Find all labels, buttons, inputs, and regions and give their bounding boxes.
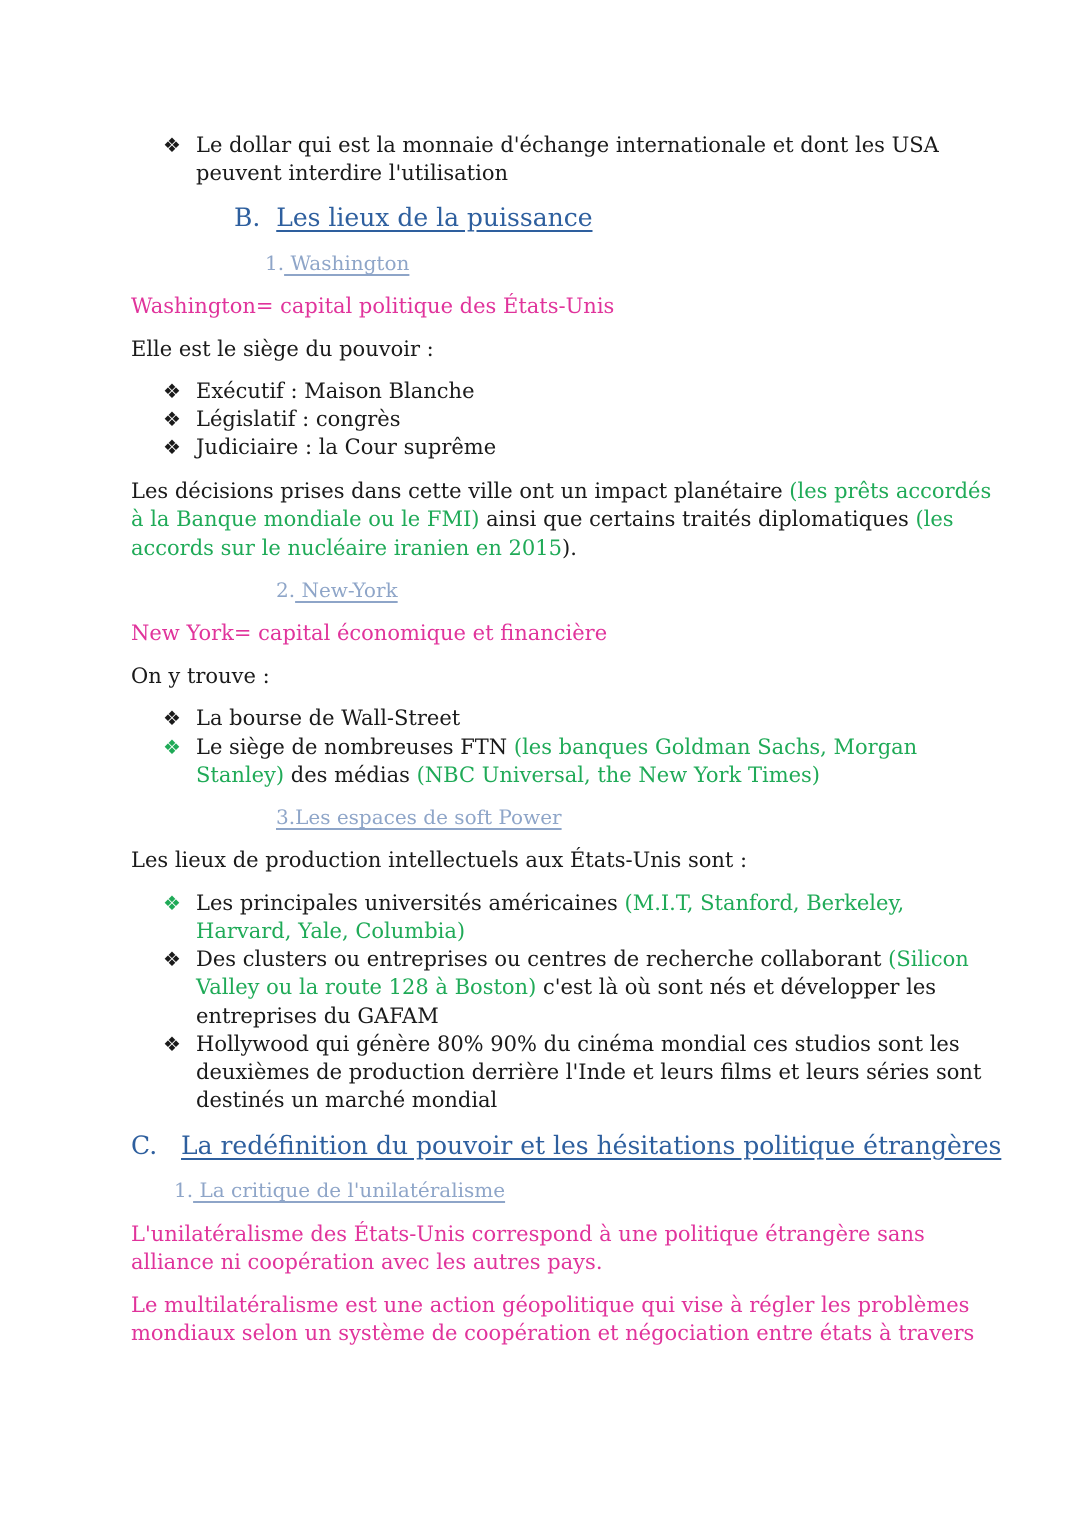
intro-bullet-line-1: Le dollar qui est la monnaie d'échange internationale et dont les USA [196, 133, 939, 157]
subheading-soft-power [276, 804, 562, 830]
example-text: (les prêts accordés [789, 479, 992, 503]
unilateralisme-definition-line-1: L'unilatéralisme des États-Unis correspond à une politique étrangère sans [131, 1222, 925, 1246]
bullet-diamond-icon: ❖ [163, 407, 181, 431]
unilateralisme-definition-line-2: alliance ni coopération avec les autres pays. [131, 1250, 603, 1274]
washington-paragraph-line-3 [131, 534, 577, 562]
list-item-continuation [196, 973, 936, 1001]
section-b-title: Les lieux de la puissance [276, 203, 593, 232]
bullet-diamond-icon: ❖ [163, 435, 181, 459]
example-text: à la Banque mondiale ou le FMI) [131, 507, 480, 531]
list-item: Législatif : congrès [196, 407, 401, 431]
subheading-new-york [276, 577, 398, 603]
subheading-washington [265, 250, 409, 276]
washington-definition: Washington= capital politique des États-Unis [131, 294, 615, 318]
list-item [196, 945, 969, 973]
bullet-diamond-icon: ❖ [163, 133, 181, 157]
washington-paragraph-line-2 [131, 505, 954, 533]
example-text: accords sur le nucléaire iranien en 2015 [131, 536, 563, 560]
text-run: Les principales universités américaines [196, 891, 625, 915]
section-c-heading [131, 1130, 1001, 1162]
text-run: ). [562, 536, 577, 560]
section-b-letter: B. [234, 203, 261, 232]
intro-bullet-line-2: peuvent interdire l'utilisation [196, 161, 508, 185]
list-item: Exécutif : Maison Blanche [196, 379, 475, 403]
example-text: Stanley) [196, 763, 285, 787]
multilateralisme-definition-line-2: mondiaux selon un système de coopération et négociation entre états à travers [131, 1321, 975, 1345]
example-text: (M.I.T, Stanford, Berkeley, [624, 891, 905, 915]
list-item-continuation: destinés un marché mondial [196, 1088, 498, 1112]
subheading-number: 1. [265, 251, 285, 275]
list-item-continuation: deuxièmes de production derrière l'Inde et leurs films et leurs séries sont [196, 1060, 982, 1084]
list-item-continuation: entreprises du GAFAM [196, 1004, 439, 1028]
text-run: ainsi que certains traités diplomatiques [479, 507, 916, 531]
list-item: Hollywood qui génère 80% 90% du cinéma mondial ces studios sont les [196, 1032, 960, 1056]
subheading-number: 1. [174, 1178, 194, 1202]
bullet-diamond-icon: ❖ [163, 735, 181, 759]
subheading-number: 2. [276, 578, 296, 602]
list-item [196, 889, 904, 917]
softpower-intro: Les lieux de production intellectuels aux États-Unis sont : [131, 848, 748, 872]
subheading-title: New-York [295, 578, 398, 602]
bullet-diamond-icon: ❖ [163, 947, 181, 971]
section-c-title: La redéfinition du pouvoir et les hésitations politique étrangères [181, 1131, 1002, 1160]
example-text: (NBC Universal, the New York Times) [416, 763, 821, 787]
bullet-diamond-icon: ❖ [163, 1032, 181, 1056]
bullet-diamond-icon: ❖ [163, 379, 181, 403]
example-text: Valley ou la route 128 à Boston) [196, 975, 537, 999]
subheading-title: Washington [284, 251, 410, 275]
example-text: (les [915, 507, 954, 531]
example-text: (les banques Goldman Sachs, Morgan [513, 735, 918, 759]
newyork-intro: On y trouve : [131, 664, 270, 688]
washington-paragraph-line-1 [131, 477, 991, 505]
newyork-definition: New York= capital économique et financière [131, 621, 608, 645]
example-text: (Silicon [888, 947, 969, 971]
text-run: c'est là où sont nés et développer les [536, 975, 937, 999]
bullet-diamond-icon: ❖ [163, 891, 181, 915]
list-item-continuation [196, 761, 820, 789]
bullet-diamond-icon: ❖ [163, 706, 181, 730]
text-run: Des clusters ou entreprises ou centres de recherche collaborant [196, 947, 889, 971]
subheading-title: La critique de l'unilatéralisme [193, 1178, 506, 1202]
text-run: Le siège de nombreuses FTN [196, 735, 514, 759]
text-run: des médias [284, 763, 417, 787]
washington-intro: Elle est le siège du pouvoir : [131, 337, 434, 361]
section-b-heading [234, 202, 593, 234]
list-item: La bourse de Wall-Street [196, 706, 461, 730]
text-run: Les décisions prises dans cette ville ont un impact planétaire [131, 479, 790, 503]
subheading-title: 3.Les espaces de soft Power [276, 805, 562, 829]
subheading-unilateralisme [174, 1177, 505, 1203]
list-item: Judiciaire : la Cour suprême [196, 435, 497, 459]
multilateralisme-definition-line-1: Le multilatéralisme est une action géopolitique qui vise à régler les problèmes [131, 1293, 970, 1317]
section-c-letter: C. [131, 1131, 158, 1160]
list-item [196, 733, 917, 761]
list-item-continuation: Harvard, Yale, Columbia) [196, 919, 466, 943]
